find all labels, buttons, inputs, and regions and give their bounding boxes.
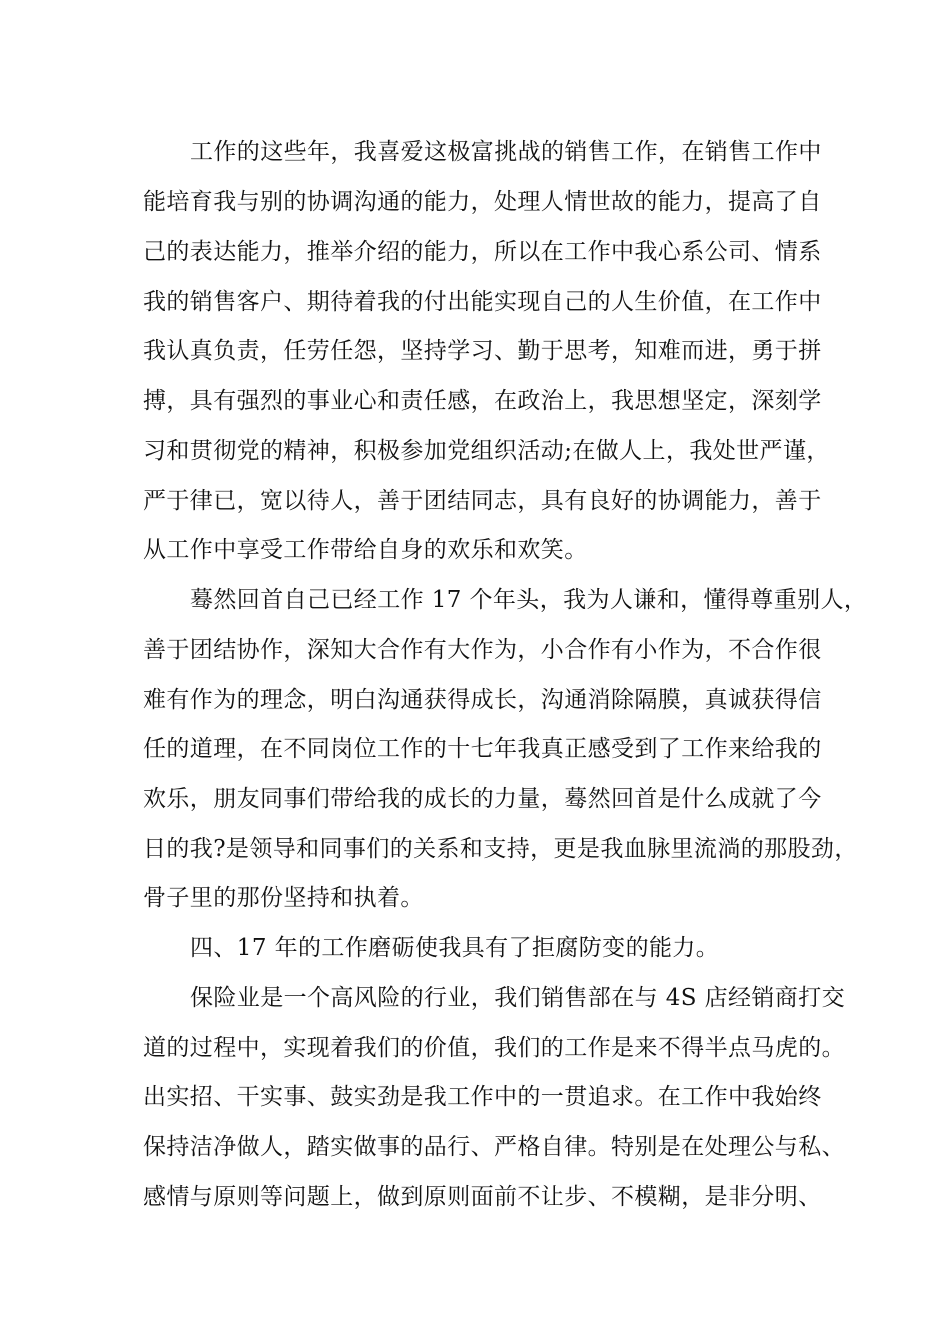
paragraph-2-line-6: 日的我?是领导和同事们的关系和支持，更是我血脉里流淌的那股劲， (143, 836, 858, 862)
paragraph-1-line-6: 搏，具有强烈的事业心和责任感，在政治上，我思想坚定，深刻学 (143, 388, 822, 414)
paragraph-1-line-1: 工作的这些年，我喜爱这极富挑战的销售工作，在销售工作中 (190, 139, 822, 165)
paragraph-2-line-7: 骨子里的那份坚持和执着。 (143, 885, 424, 911)
paragraph-3-line-5: 感情与原则等问题上，做到原则面前不让步、不模糊，是非分明、 (143, 1184, 822, 1210)
paragraph-1-line-8: 严于律已，宽以待人，善于团结同志，具有良好的协调能力，善于 (143, 488, 822, 514)
paragraph-1-line-9: 从工作中享受工作带给自身的欢乐和欢笑。 (143, 537, 588, 563)
paragraph-1-line-3: 己的表达能力，推举介绍的能力，所以在工作中我心系公司、情系 (143, 239, 822, 265)
paragraph-3-line-3: 出实招、干实事、鼓实劲是我工作中的一贯追求。在工作中我始终 (143, 1084, 822, 1110)
paragraph-2-line-3: 难有作为的理念，明白沟通获得成长，沟通消除隔膜，真诚获得信 (143, 687, 822, 713)
paragraph-1-line-7: 习和贯彻党的精神，积极参加党组织活动;在做人上，我处世严谨， (143, 438, 830, 464)
paragraph-2-line-2: 善于团结协作，深知大合作有大作为，小合作有小作为，不合作很 (143, 637, 822, 663)
paragraph-1-line-2: 能培育我与别的协调沟通的能力，处理人情世故的能力，提高了自 (143, 189, 822, 215)
paragraph-2-line-1: 蓦然回首自己已经工作 17 个年头，我为人谦和，懂得尊重别人， (190, 587, 868, 613)
paragraph-3-line-2: 道的过程中，实现着我们的价值，我们的工作是来不得半点马虎的。 (143, 1035, 845, 1061)
paragraph-1-line-5: 我认真负责，任劳任怨，坚持学习、勤于思考，知难而进，勇于拼 (143, 338, 822, 364)
paragraph-3-line-1: 保险业是一个高风险的行业，我们销售部在与 4S 店经销商打交 (190, 985, 846, 1011)
paragraph-2-line-5: 欢乐，朋友同事们带给我的成长的力量，蓦然回首是什么成就了今 (143, 786, 822, 812)
paragraph-3-line-4: 保持洁净做人，踏实做事的品行、严格自律。特别是在处理公与私、 (143, 1134, 845, 1160)
paragraph-2-line-4: 任的道理，在不同岗位工作的十七年我真正感受到了工作来给我的 (143, 736, 822, 762)
section-heading: 四、17 年的工作磨砺使我具有了拒腐防变的能力。 (190, 935, 720, 961)
paragraph-1-line-4: 我的销售客户、期待着我的付出能实现自己的人生价值，在工作中 (143, 289, 822, 315)
